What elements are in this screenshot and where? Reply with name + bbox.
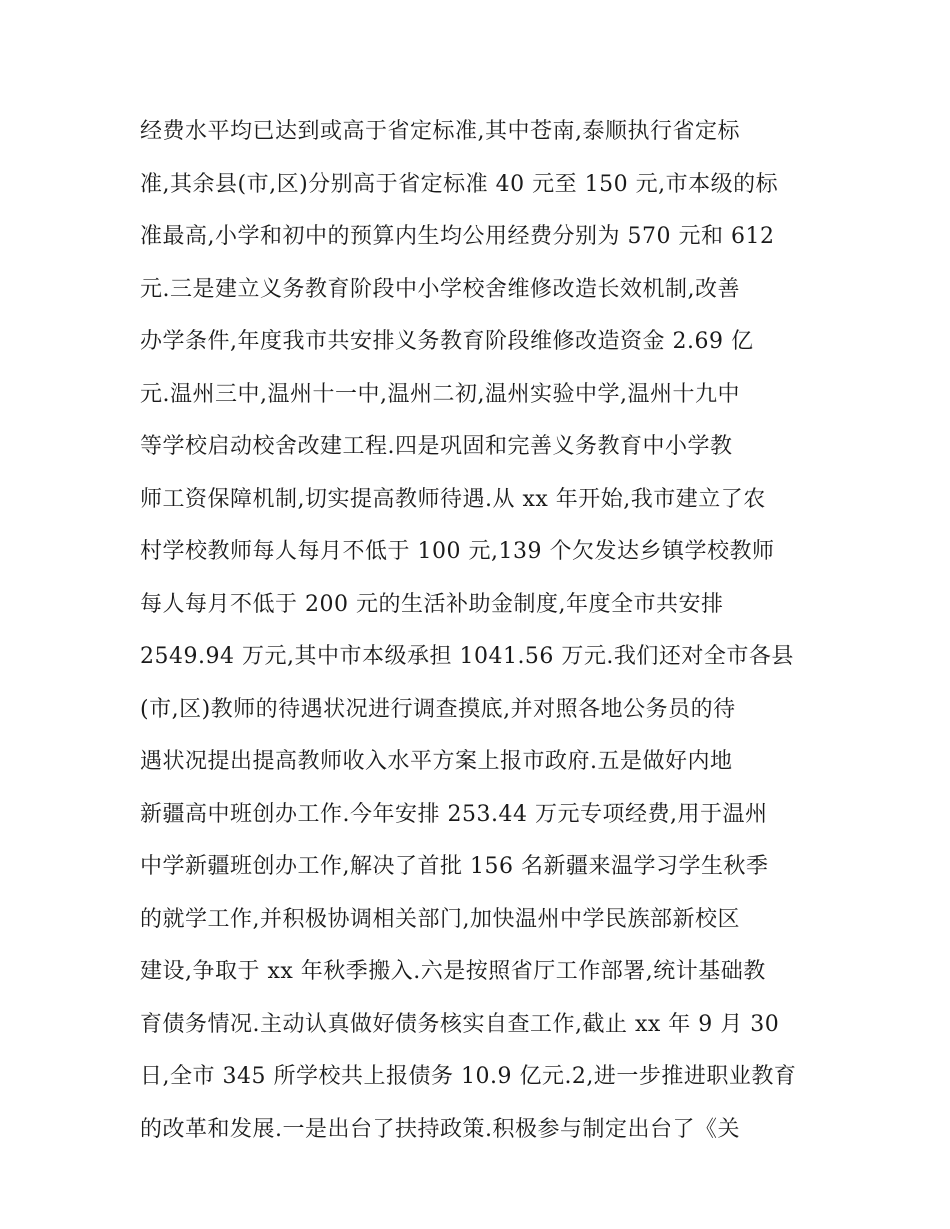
- text-line: 准,其余县(市,区)分别高于省定标准 40 元至 150 元,市本级的标: [140, 171, 779, 197]
- text-line: 准最高,小学和初中的预算内生均公用经费分别为 570 元和 612: [140, 224, 775, 249]
- text-line: 办学条件,年度我市共安排义务教育阶段维修改造资金 2.69 亿: [140, 329, 754, 354]
- text-line: (市,区)教师的待遇状况进行调查摸底,并对照各地公务员的待: [140, 696, 736, 722]
- text-line: 2549.94 万元,其中市本级承担 1041.56 万元.我们还对全市各县: [140, 644, 794, 669]
- text-line: 日,全市 345 所学校共上报债务 10.9 亿元.2,进一步推进职业教育: [140, 1064, 797, 1089]
- text-line: 师工资保障机制,切实提高教师待遇.从 xx 年开始,我市建立了农: [140, 486, 766, 512]
- body-text: [140, 106, 820, 1156]
- text-line: 的改革和发展.一是出台了扶持政策.积极参与制定出台了《关: [140, 1116, 740, 1142]
- text-line: 等学校启动校舍改建工程.四是巩固和完善义务教育中小学教: [140, 434, 733, 459]
- text-line: 经费水平均已达到或高于省定标准,其中苍南,泰顺执行省定标: [140, 119, 740, 144]
- text-line: 每人每月不低于 200 元的生活补助金制度,年度全市共安排: [140, 591, 724, 617]
- text-line: 育债务情况.主动认真做好债务核实自查工作,截止 xx 年 9 月 30: [140, 1011, 780, 1037]
- text-line: 遇状况提出提高教师收入水平方案上报市政府.五是做好内地: [140, 749, 733, 774]
- text-line: 的就学工作,并积极协调相关部门,加快温州中学民族部新校区: [140, 906, 740, 932]
- text-line: 元.三是建立义务教育阶段中小学校舍维修改造长效机制,改善: [140, 276, 740, 302]
- text-line: 中学新疆班创办工作,解决了首批 156 名新疆来温学习学生秋季: [140, 854, 769, 879]
- text-line: 元.温州三中,温州十一中,温州二初,温州实验中学,温州十九中: [140, 381, 740, 407]
- text-line: 村学校教师每人每月不低于 100 元,139 个欠发达乡镇学校教师: [140, 539, 775, 564]
- text-line: 建设,争取于 xx 年秋季搬入.六是按照省厅工作部署,统计基础教: [140, 959, 766, 984]
- text-line: 新疆高中班创办工作.今年安排 253.44 万元专项经费,用于温州: [140, 801, 768, 827]
